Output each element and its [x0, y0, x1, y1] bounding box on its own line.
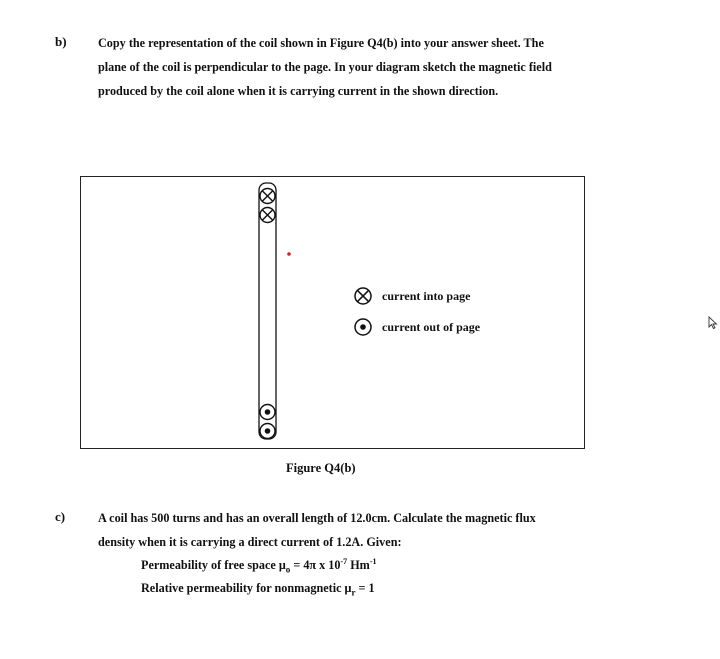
question-b-line-3: produced by the coil alone when it is carrying current in the shown direction.: [98, 84, 499, 98]
mu0-sub: o: [285, 564, 291, 575]
figure-caption: Figure Q4(b): [286, 461, 356, 475]
mu0-label: Permeability of free space: [141, 558, 279, 573]
question-c-label: c): [55, 509, 66, 524]
legend-out-label: current out of page: [382, 320, 481, 334]
dot-symbol-2: [260, 424, 275, 439]
question-b-line-1: Copy the representation of the coil shown in Figure Q4(b) into your answer sheet. The: [98, 36, 544, 50]
question-c-line-1: A coil has 500 turns and has an overall length of 12.0cm. Calculate the magnetic flux: [98, 511, 536, 525]
legend-into-label: current into page: [382, 289, 471, 303]
mu0-exp: -7: [340, 557, 348, 566]
legend-cross-icon: [355, 288, 371, 304]
question-b-line-2: plane of the coil is perpendicular to the page. In your diagram sketch the magnetic field: [98, 60, 552, 74]
dot-symbol-1: [260, 405, 275, 420]
legend-dot-icon: [355, 319, 371, 335]
question-c-line-2: density when it is carrying a direct current of 1.2A. Given:: [98, 535, 402, 549]
given-permeability: [141, 557, 377, 575]
given-relative-permeability: [141, 581, 375, 597]
cross-symbol-1: [260, 189, 275, 204]
red-marker-dot: [287, 252, 291, 256]
mu0-unit: Hm: [347, 558, 370, 573]
mu0-unit-exp: -1: [369, 557, 377, 566]
mu0-value: = 4π x 10: [290, 558, 341, 573]
mur-symbol: μ: [344, 581, 352, 595]
cross-symbol-2: [260, 208, 275, 223]
mur-label: Relative permeability for nonmagnetic: [141, 581, 345, 595]
mu0-symbol: μ: [278, 558, 286, 573]
question-b-label: b): [55, 34, 67, 49]
mouse-cursor-icon: [708, 316, 718, 330]
mur-value: = 1: [355, 581, 375, 595]
question-c-text: [98, 506, 536, 554]
mur-sub: r: [351, 587, 356, 598]
